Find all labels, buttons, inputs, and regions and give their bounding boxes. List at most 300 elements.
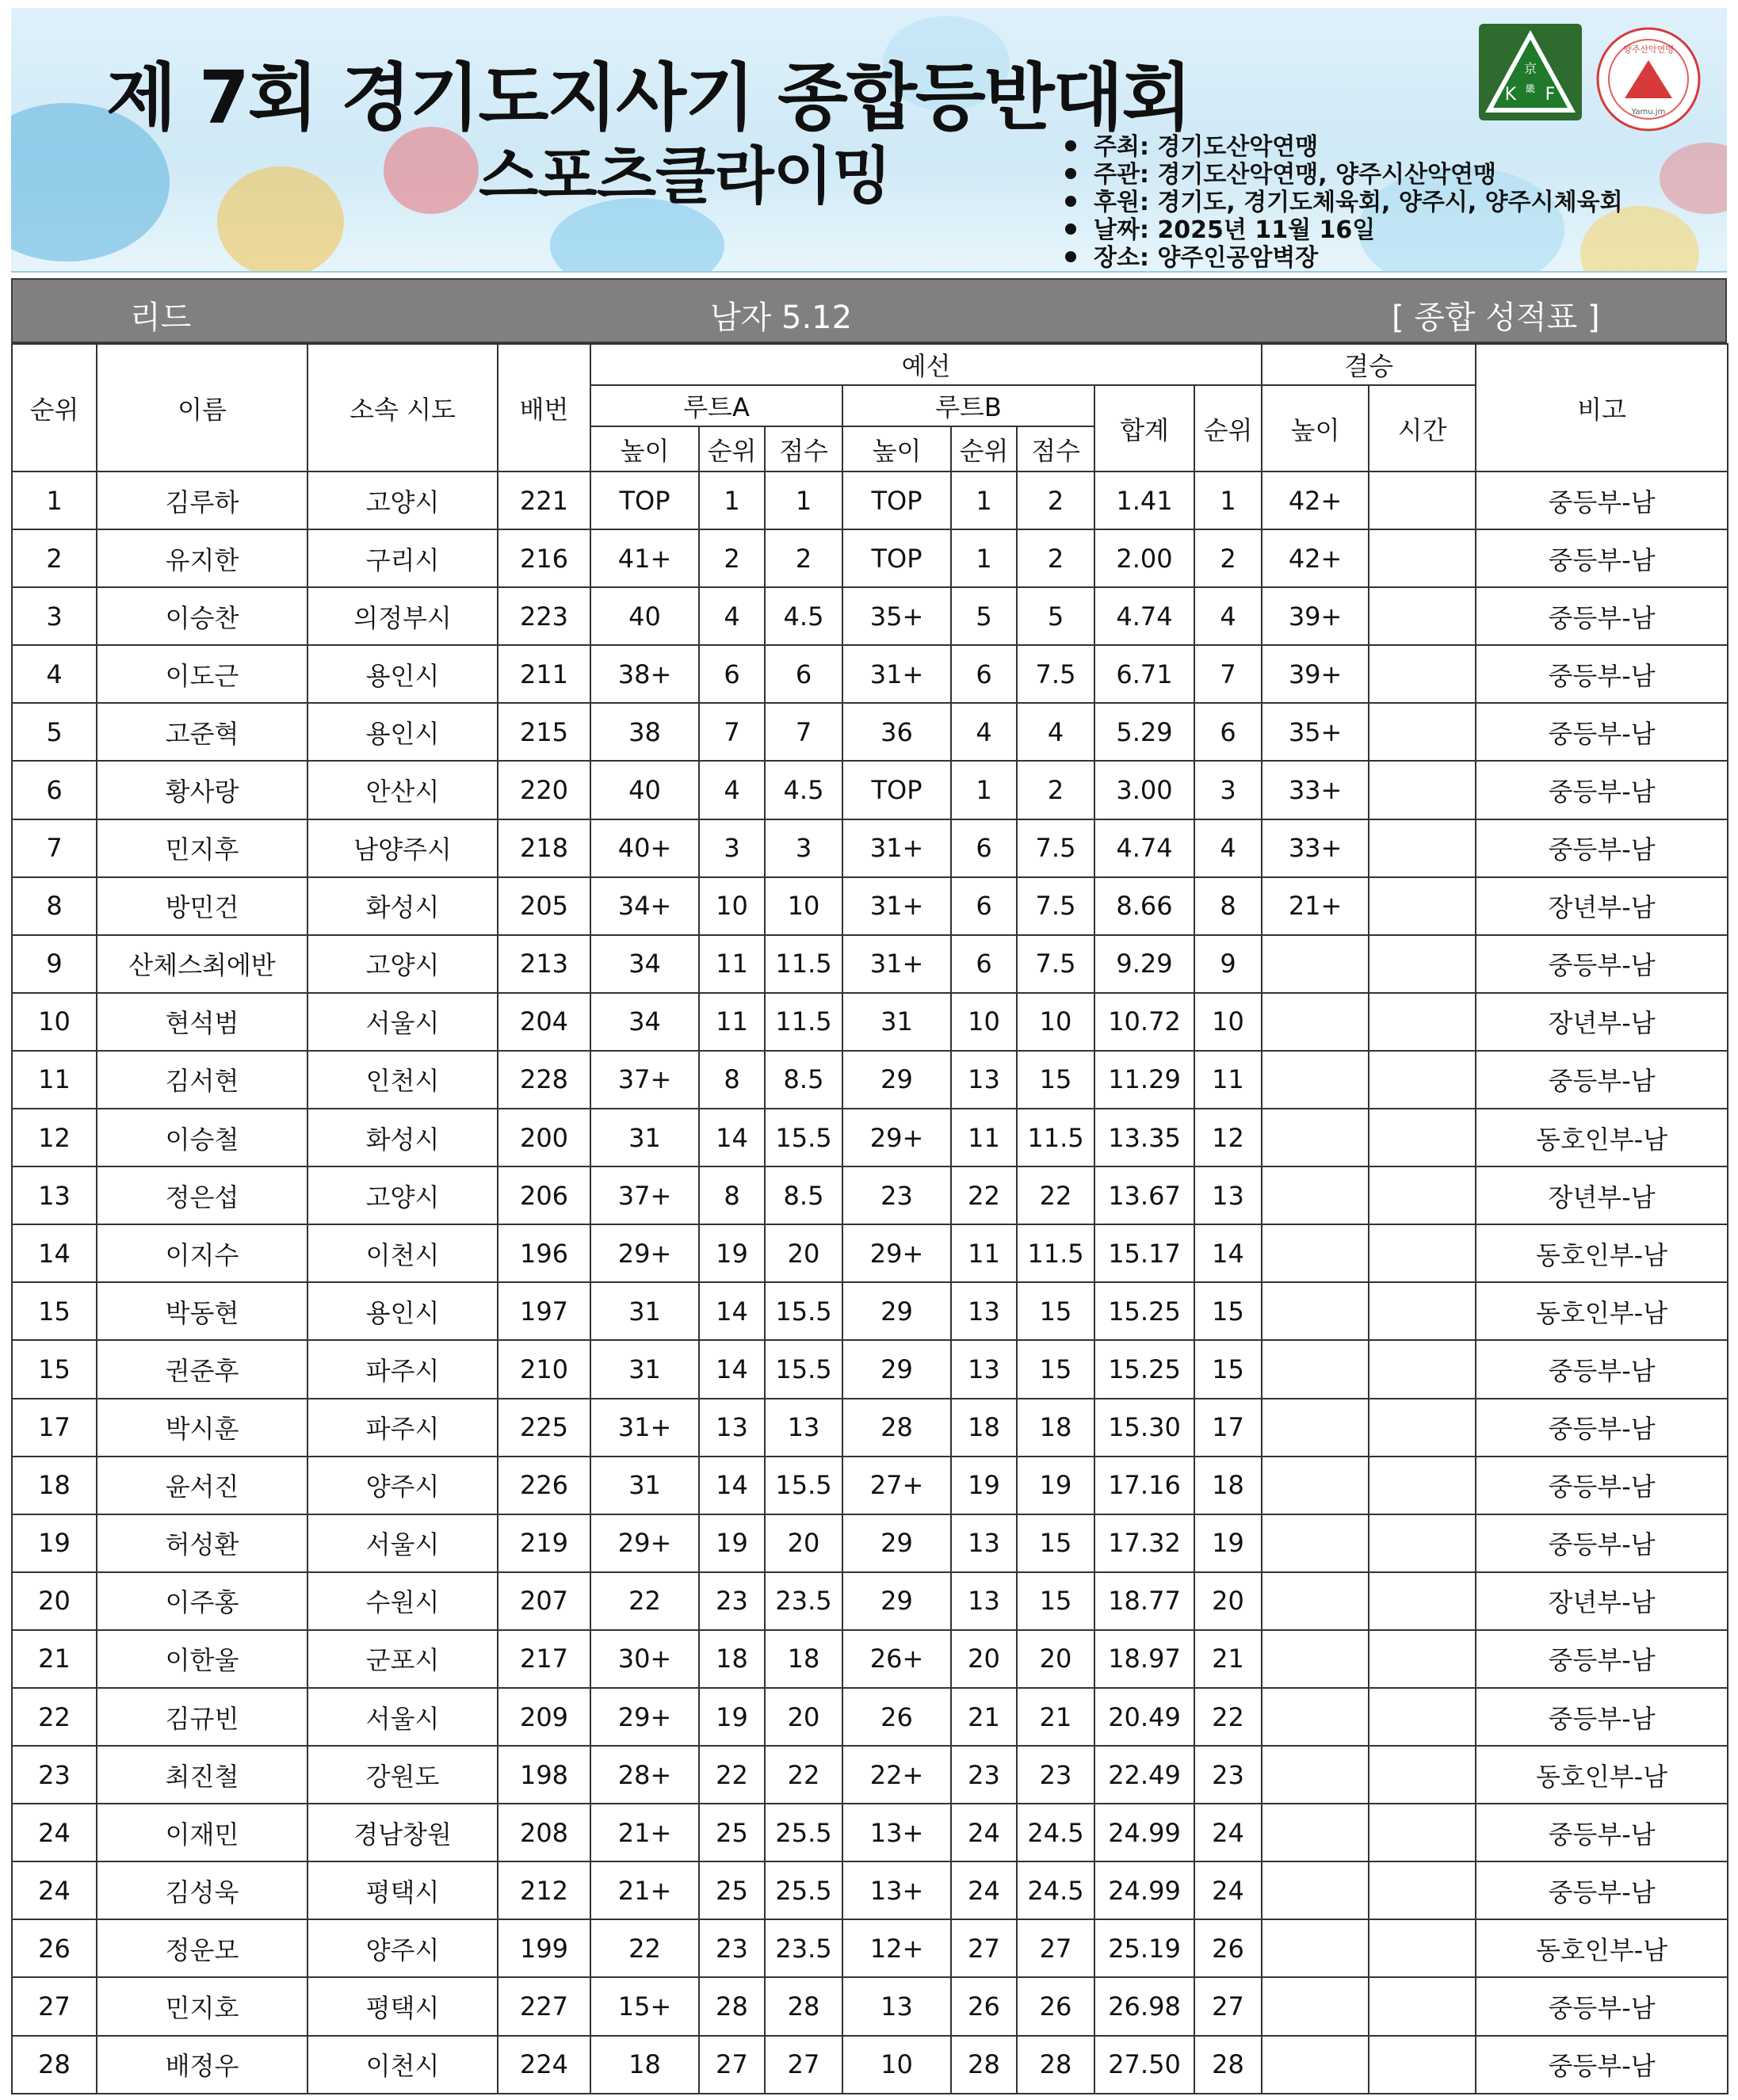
cell-rank: 11	[12, 1051, 97, 1109]
cell-total: 24.99	[1094, 1804, 1194, 1861]
cell-a-height: 30+	[590, 1630, 699, 1688]
cell-b-height: 13	[842, 1977, 951, 2035]
cell-a-rank: 1	[699, 472, 765, 529]
cell-rank: 20	[12, 1572, 97, 1630]
cell-name: 산체스최에반	[97, 935, 307, 993]
cell-bib: 224	[498, 2036, 590, 2094]
cell-name: 박동현	[97, 1282, 307, 1340]
cell-b-rank: 13	[951, 1282, 1017, 1340]
cell-city: 양주시	[307, 1919, 498, 1977]
header-prelim-rank: 순위	[1194, 385, 1262, 472]
header-bib: 배번	[498, 344, 590, 472]
cell-b-rank: 11	[951, 1224, 1017, 1282]
cell-final-height: 42+	[1262, 529, 1369, 587]
cell-a-rank: 25	[699, 1861, 765, 1919]
cell-a-height: 40	[590, 587, 699, 645]
cell-final-height: 33+	[1262, 761, 1369, 819]
cell-name: 고준혁	[97, 703, 307, 761]
cell-rank: 7	[12, 819, 97, 877]
cell-b-score: 15	[1017, 1282, 1094, 1340]
header-prelim: 예선	[590, 344, 1262, 385]
cell-name: 이도근	[97, 645, 307, 703]
cell-city: 파주시	[307, 1340, 498, 1398]
cell-final-time	[1369, 1457, 1476, 1514]
cell-a-rank: 8	[699, 1166, 765, 1224]
cell-prelim-rank: 11	[1194, 1051, 1262, 1109]
cell-prelim-rank: 19	[1194, 1514, 1262, 1572]
cell-final-time	[1369, 935, 1476, 993]
cell-final-height	[1262, 1746, 1369, 1804]
cell-total: 20.49	[1094, 1688, 1194, 1746]
cell-final-height	[1262, 1977, 1369, 2035]
header-city: 소속 시도	[307, 344, 498, 472]
cell-city: 고양시	[307, 472, 498, 529]
cell-name: 윤서진	[97, 1457, 307, 1514]
cell-a-height: 29+	[590, 1688, 699, 1746]
yangju-federation-logo	[1596, 27, 1701, 132]
header-a-rank: 순위	[699, 426, 765, 472]
cell-rank: 24	[12, 1861, 97, 1919]
cell-prelim-rank: 7	[1194, 645, 1262, 703]
cell-final-height	[1262, 1919, 1369, 1977]
cell-prelim-rank: 4	[1194, 587, 1262, 645]
cell-rank: 3	[12, 587, 97, 645]
cell-rank: 23	[12, 1746, 97, 1804]
cell-a-rank: 28	[699, 1977, 765, 2035]
cell-rank: 13	[12, 1166, 97, 1224]
cell-a-height: 34+	[590, 877, 699, 935]
cell-b-height: 29	[842, 1572, 951, 1630]
cell-b-score: 19	[1017, 1457, 1094, 1514]
cell-bib: 198	[498, 1746, 590, 1804]
cell-b-height: 26	[842, 1688, 951, 1746]
cell-final-time	[1369, 703, 1476, 761]
cell-b-height: 31+	[842, 819, 951, 877]
cell-prelim-rank: 18	[1194, 1457, 1262, 1514]
cell-b-score: 2	[1017, 529, 1094, 587]
bullet-icon	[1065, 251, 1076, 262]
cell-final-height	[1262, 1457, 1369, 1514]
cell-name: 이지수	[97, 1224, 307, 1282]
cell-a-rank: 10	[699, 877, 765, 935]
cell-city: 서울시	[307, 1688, 498, 1746]
cell-total: 18.77	[1094, 1572, 1194, 1630]
cell-name: 이승찬	[97, 587, 307, 645]
category-label: 남자 5.12	[710, 300, 853, 336]
cell-final-time	[1369, 1861, 1476, 1919]
cell-final-height	[1262, 1051, 1369, 1109]
cell-prelim-rank: 26	[1194, 1919, 1262, 1977]
cell-note: 장년부-남	[1476, 1166, 1728, 1224]
info-date: 날짜: 2025년 11월 16일	[1065, 216, 1623, 244]
table-row	[12, 2036, 1728, 2094]
cell-a-height: 18	[590, 2036, 699, 2094]
cell-a-score: 1	[765, 472, 842, 529]
cell-b-rank: 22	[951, 1166, 1017, 1224]
cell-b-height: 22+	[842, 1746, 951, 1804]
cell-b-score: 27	[1017, 1919, 1094, 1977]
cell-a-rank: 11	[699, 993, 765, 1051]
cell-total: 11.29	[1094, 1051, 1194, 1109]
cell-a-rank: 2	[699, 529, 765, 587]
cell-a-score: 7	[765, 703, 842, 761]
table-row	[12, 1457, 1728, 1514]
bullet-icon	[1065, 223, 1076, 235]
cell-rank: 10	[12, 993, 97, 1051]
cell-city: 이천시	[307, 1224, 498, 1282]
cell-prelim-rank: 23	[1194, 1746, 1262, 1804]
cell-total: 24.99	[1094, 1861, 1194, 1919]
cell-city: 인천시	[307, 1051, 498, 1109]
cell-a-rank: 19	[699, 1688, 765, 1746]
cell-bib: 225	[498, 1399, 590, 1457]
cell-a-height: 29+	[590, 1224, 699, 1282]
cell-rank: 15	[12, 1340, 97, 1398]
cell-b-score: 23	[1017, 1746, 1094, 1804]
cell-total: 9.29	[1094, 935, 1194, 993]
cell-prelim-rank: 4	[1194, 819, 1262, 877]
table-row	[12, 1282, 1728, 1340]
cell-prelim-rank: 2	[1194, 529, 1262, 587]
cell-b-height: 29+	[842, 1109, 951, 1166]
cell-rank: 2	[12, 529, 97, 587]
cell-b-score: 7.5	[1017, 645, 1094, 703]
cell-bib: 204	[498, 993, 590, 1051]
cell-a-height: 40+	[590, 819, 699, 877]
cell-b-score: 10	[1017, 993, 1094, 1051]
sheet-title: [ 종합 성적표 ]	[1392, 300, 1600, 336]
cell-a-score: 15.5	[765, 1340, 842, 1398]
cell-b-height: 29	[842, 1051, 951, 1109]
cell-final-time	[1369, 993, 1476, 1051]
cell-b-rank: 24	[951, 1804, 1017, 1861]
cell-final-time	[1369, 1051, 1476, 1109]
cell-name: 김규빈	[97, 1688, 307, 1746]
cell-a-score: 25.5	[765, 1804, 842, 1861]
cell-final-time	[1369, 529, 1476, 587]
table-row	[12, 761, 1728, 819]
header-b-score: 점수	[1017, 426, 1094, 472]
cell-bib: 221	[498, 472, 590, 529]
bullet-icon	[1065, 140, 1076, 151]
header-final-time: 시간	[1369, 385, 1476, 472]
cell-a-height: 22	[590, 1572, 699, 1630]
cell-total: 8.66	[1094, 877, 1194, 935]
table-row	[12, 1746, 1728, 1804]
cell-prelim-rank: 17	[1194, 1399, 1262, 1457]
cell-name: 권준후	[97, 1340, 307, 1398]
cell-b-score: 5	[1017, 587, 1094, 645]
cell-a-height: 31	[590, 1109, 699, 1166]
table-row	[12, 1051, 1728, 1109]
cell-a-height: 41+	[590, 529, 699, 587]
cell-bib: 212	[498, 1861, 590, 1919]
cell-a-rank: 22	[699, 1746, 765, 1804]
cell-b-height: 13+	[842, 1861, 951, 1919]
cell-name: 방민건	[97, 877, 307, 935]
svg-text:K: K	[1504, 85, 1517, 105]
cell-name: 이승철	[97, 1109, 307, 1166]
cell-total: 10.72	[1094, 993, 1194, 1051]
event-title: 제 7회 경기도지사기 종합등반대회	[106, 55, 1191, 140]
cell-b-rank: 5	[951, 587, 1017, 645]
table-row	[12, 1340, 1728, 1398]
cell-b-rank: 13	[951, 1514, 1017, 1572]
cell-city: 서울시	[307, 993, 498, 1051]
cell-total: 15.25	[1094, 1340, 1194, 1398]
cell-b-score: 2	[1017, 472, 1094, 529]
table-row	[12, 993, 1728, 1051]
cell-name: 정운모	[97, 1919, 307, 1977]
cell-final-time	[1369, 472, 1476, 529]
cell-final-height	[1262, 1630, 1369, 1688]
cell-a-score: 4.5	[765, 761, 842, 819]
cell-b-height: 35+	[842, 587, 951, 645]
cell-rank: 12	[12, 1109, 97, 1166]
svg-text:京: 京	[1523, 61, 1537, 76]
cell-final-time	[1369, 1282, 1476, 1340]
cell-name: 황사랑	[97, 761, 307, 819]
cell-rank: 18	[12, 1457, 97, 1514]
cell-total: 25.19	[1094, 1919, 1194, 1977]
cell-a-score: 8.5	[765, 1166, 842, 1224]
cell-note: 중등부-남	[1476, 1051, 1728, 1109]
cell-b-score: 15	[1017, 1572, 1094, 1630]
cell-city: 용인시	[307, 645, 498, 703]
cell-city: 화성시	[307, 877, 498, 935]
cell-b-height: 28	[842, 1399, 951, 1457]
cell-bib: 226	[498, 1457, 590, 1514]
cell-city: 군포시	[307, 1630, 498, 1688]
cell-city: 의정부시	[307, 587, 498, 645]
table-row	[12, 1630, 1728, 1688]
cell-b-height: 31+	[842, 877, 951, 935]
cell-b-score: 15	[1017, 1514, 1094, 1572]
header-b-rank: 순위	[951, 426, 1017, 472]
cell-final-time	[1369, 587, 1476, 645]
cell-prelim-rank: 1	[1194, 472, 1262, 529]
cell-total: 5.29	[1094, 703, 1194, 761]
cell-a-rank: 3	[699, 819, 765, 877]
cell-b-rank: 13	[951, 1572, 1017, 1630]
cell-note: 중등부-남	[1476, 761, 1728, 819]
cell-b-rank: 24	[951, 1861, 1017, 1919]
cell-prelim-rank: 6	[1194, 703, 1262, 761]
cell-final-height: 42+	[1262, 472, 1369, 529]
cell-note: 중등부-남	[1476, 1688, 1728, 1746]
cell-note: 중등부-남	[1476, 1514, 1728, 1572]
cell-b-rank: 26	[951, 1977, 1017, 2035]
cell-prelim-rank: 14	[1194, 1224, 1262, 1282]
cell-rank: 22	[12, 1688, 97, 1746]
cell-a-rank: 4	[699, 761, 765, 819]
cell-note: 중등부-남	[1476, 819, 1728, 877]
info-host: 주최: 경기도산악연맹	[1065, 133, 1623, 161]
cell-a-score: 18	[765, 1630, 842, 1688]
cell-name: 이재민	[97, 1804, 307, 1861]
cell-a-rank: 11	[699, 935, 765, 993]
cell-a-height: 31+	[590, 1399, 699, 1457]
cell-prelim-rank: 15	[1194, 1282, 1262, 1340]
cell-b-rank: 6	[951, 819, 1017, 877]
cell-note: 중등부-남	[1476, 703, 1728, 761]
cell-note: 중등부-남	[1476, 1861, 1728, 1919]
cell-note: 중등부-남	[1476, 2036, 1728, 2094]
cell-final-time	[1369, 1804, 1476, 1861]
cell-a-height: 38	[590, 703, 699, 761]
cell-name: 유지한	[97, 529, 307, 587]
cell-note: 중등부-남	[1476, 1804, 1728, 1861]
results-table	[11, 343, 1728, 2094]
cell-bib: 207	[498, 1572, 590, 1630]
cell-bib: 199	[498, 1919, 590, 1977]
table-header	[12, 344, 1728, 472]
cell-b-height: 12+	[842, 1919, 951, 1977]
banner-decoration	[217, 166, 344, 273]
table-row	[12, 1166, 1728, 1224]
cell-a-score: 4.5	[765, 587, 842, 645]
cell-total: 26.98	[1094, 1977, 1194, 2035]
cell-bib: 211	[498, 645, 590, 703]
cell-bib: 213	[498, 935, 590, 993]
cell-a-score: 28	[765, 1977, 842, 2035]
cell-a-score: 6	[765, 645, 842, 703]
cell-note: 중등부-남	[1476, 587, 1728, 645]
cell-city: 서울시	[307, 1514, 498, 1572]
cell-rank: 28	[12, 2036, 97, 2094]
header-route-b: 루트B	[842, 385, 1094, 426]
cell-note: 중등부-남	[1476, 1630, 1728, 1688]
cell-a-height: TOP	[590, 472, 699, 529]
cell-note: 중등부-남	[1476, 1340, 1728, 1398]
cell-final-height: 39+	[1262, 645, 1369, 703]
cell-a-score: 27	[765, 2036, 842, 2094]
cell-a-height: 34	[590, 993, 699, 1051]
cell-city: 화성시	[307, 1109, 498, 1166]
cell-rank: 4	[12, 645, 97, 703]
cell-total: 13.35	[1094, 1109, 1194, 1166]
bullet-icon	[1065, 196, 1076, 207]
cell-b-score: 7.5	[1017, 935, 1094, 993]
cell-final-time	[1369, 1746, 1476, 1804]
cell-b-height: 36	[842, 703, 951, 761]
event-info-list	[1065, 133, 1623, 272]
cell-b-height: 29+	[842, 1224, 951, 1282]
cell-a-score: 10	[765, 877, 842, 935]
table-row	[12, 1399, 1728, 1457]
cell-final-time	[1369, 1919, 1476, 1977]
cell-a-height: 37+	[590, 1051, 699, 1109]
cell-note: 중등부-남	[1476, 472, 1728, 529]
cell-bib: 206	[498, 1166, 590, 1224]
cell-prelim-rank: 12	[1194, 1109, 1262, 1166]
cell-city: 안산시	[307, 761, 498, 819]
cell-total: 15.25	[1094, 1282, 1194, 1340]
cell-final-height: 39+	[1262, 587, 1369, 645]
cell-a-rank: 19	[699, 1514, 765, 1572]
cell-prelim-rank: 27	[1194, 1977, 1262, 2035]
cell-a-height: 31	[590, 1282, 699, 1340]
cell-final-time	[1369, 877, 1476, 935]
cell-note: 중등부-남	[1476, 1399, 1728, 1457]
cell-bib: 210	[498, 1340, 590, 1398]
cell-b-score: 20	[1017, 1630, 1094, 1688]
cell-city: 구리시	[307, 529, 498, 587]
cell-final-time	[1369, 2036, 1476, 2094]
cell-name: 김루하	[97, 472, 307, 529]
info-organizer: 주관: 경기도산악연맹, 양주시산악연맹	[1065, 161, 1623, 189]
cell-a-rank: 14	[699, 1109, 765, 1166]
cell-b-rank: 19	[951, 1457, 1017, 1514]
cell-a-score: 20	[765, 1224, 842, 1282]
cell-city: 경남창원	[307, 1804, 498, 1861]
cell-b-rank: 4	[951, 703, 1017, 761]
cell-total: 6.71	[1094, 645, 1194, 703]
table-row	[12, 703, 1728, 761]
cell-b-rank: 20	[951, 1630, 1017, 1688]
cell-rank: 15	[12, 1282, 97, 1340]
table-row	[12, 1919, 1728, 1977]
table-row	[12, 587, 1728, 645]
cell-b-score: 28	[1017, 2036, 1094, 2094]
cell-city: 평택시	[307, 1977, 498, 2035]
cell-a-rank: 4	[699, 587, 765, 645]
cell-bib: 228	[498, 1051, 590, 1109]
banner-decoration	[1660, 143, 1727, 214]
cell-a-rank: 23	[699, 1919, 765, 1977]
cell-name: 배정우	[97, 2036, 307, 2094]
cell-city: 이천시	[307, 2036, 498, 2094]
cell-prelim-rank: 9	[1194, 935, 1262, 993]
cell-prelim-rank: 22	[1194, 1688, 1262, 1746]
cell-final-height	[1262, 1399, 1369, 1457]
cell-final-height	[1262, 1572, 1369, 1630]
cell-a-score: 23.5	[765, 1572, 842, 1630]
cell-final-time	[1369, 1399, 1476, 1457]
cell-prelim-rank: 10	[1194, 993, 1262, 1051]
header-rank: 순위	[12, 344, 97, 472]
cell-b-height: 31+	[842, 935, 951, 993]
cell-b-rank: 27	[951, 1919, 1017, 1977]
cell-b-score: 11.5	[1017, 1224, 1094, 1282]
table-row	[12, 935, 1728, 993]
header-total: 합계	[1094, 385, 1194, 472]
cell-b-height: TOP	[842, 761, 951, 819]
cell-city: 평택시	[307, 1861, 498, 1919]
cell-a-height: 28+	[590, 1746, 699, 1804]
table-row	[12, 1977, 1728, 2035]
cell-name: 이한울	[97, 1630, 307, 1688]
cell-prelim-rank: 20	[1194, 1572, 1262, 1630]
table-row	[12, 1572, 1728, 1630]
cell-final-time	[1369, 1514, 1476, 1572]
cell-name: 정은섭	[97, 1166, 307, 1224]
cell-final-time	[1369, 1572, 1476, 1630]
cell-city: 양주시	[307, 1457, 498, 1514]
cell-city: 수원시	[307, 1572, 498, 1630]
cell-bib: 197	[498, 1282, 590, 1340]
cell-final-time	[1369, 645, 1476, 703]
cell-a-height: 22	[590, 1919, 699, 1977]
cell-total: 1.41	[1094, 472, 1194, 529]
cell-a-height: 31	[590, 1340, 699, 1398]
cell-final-height	[1262, 1109, 1369, 1166]
cell-a-score: 8.5	[765, 1051, 842, 1109]
cell-prelim-rank: 13	[1194, 1166, 1262, 1224]
cell-b-rank: 28	[951, 2036, 1017, 2094]
cell-a-score: 11.5	[765, 993, 842, 1051]
cell-final-time	[1369, 1340, 1476, 1398]
